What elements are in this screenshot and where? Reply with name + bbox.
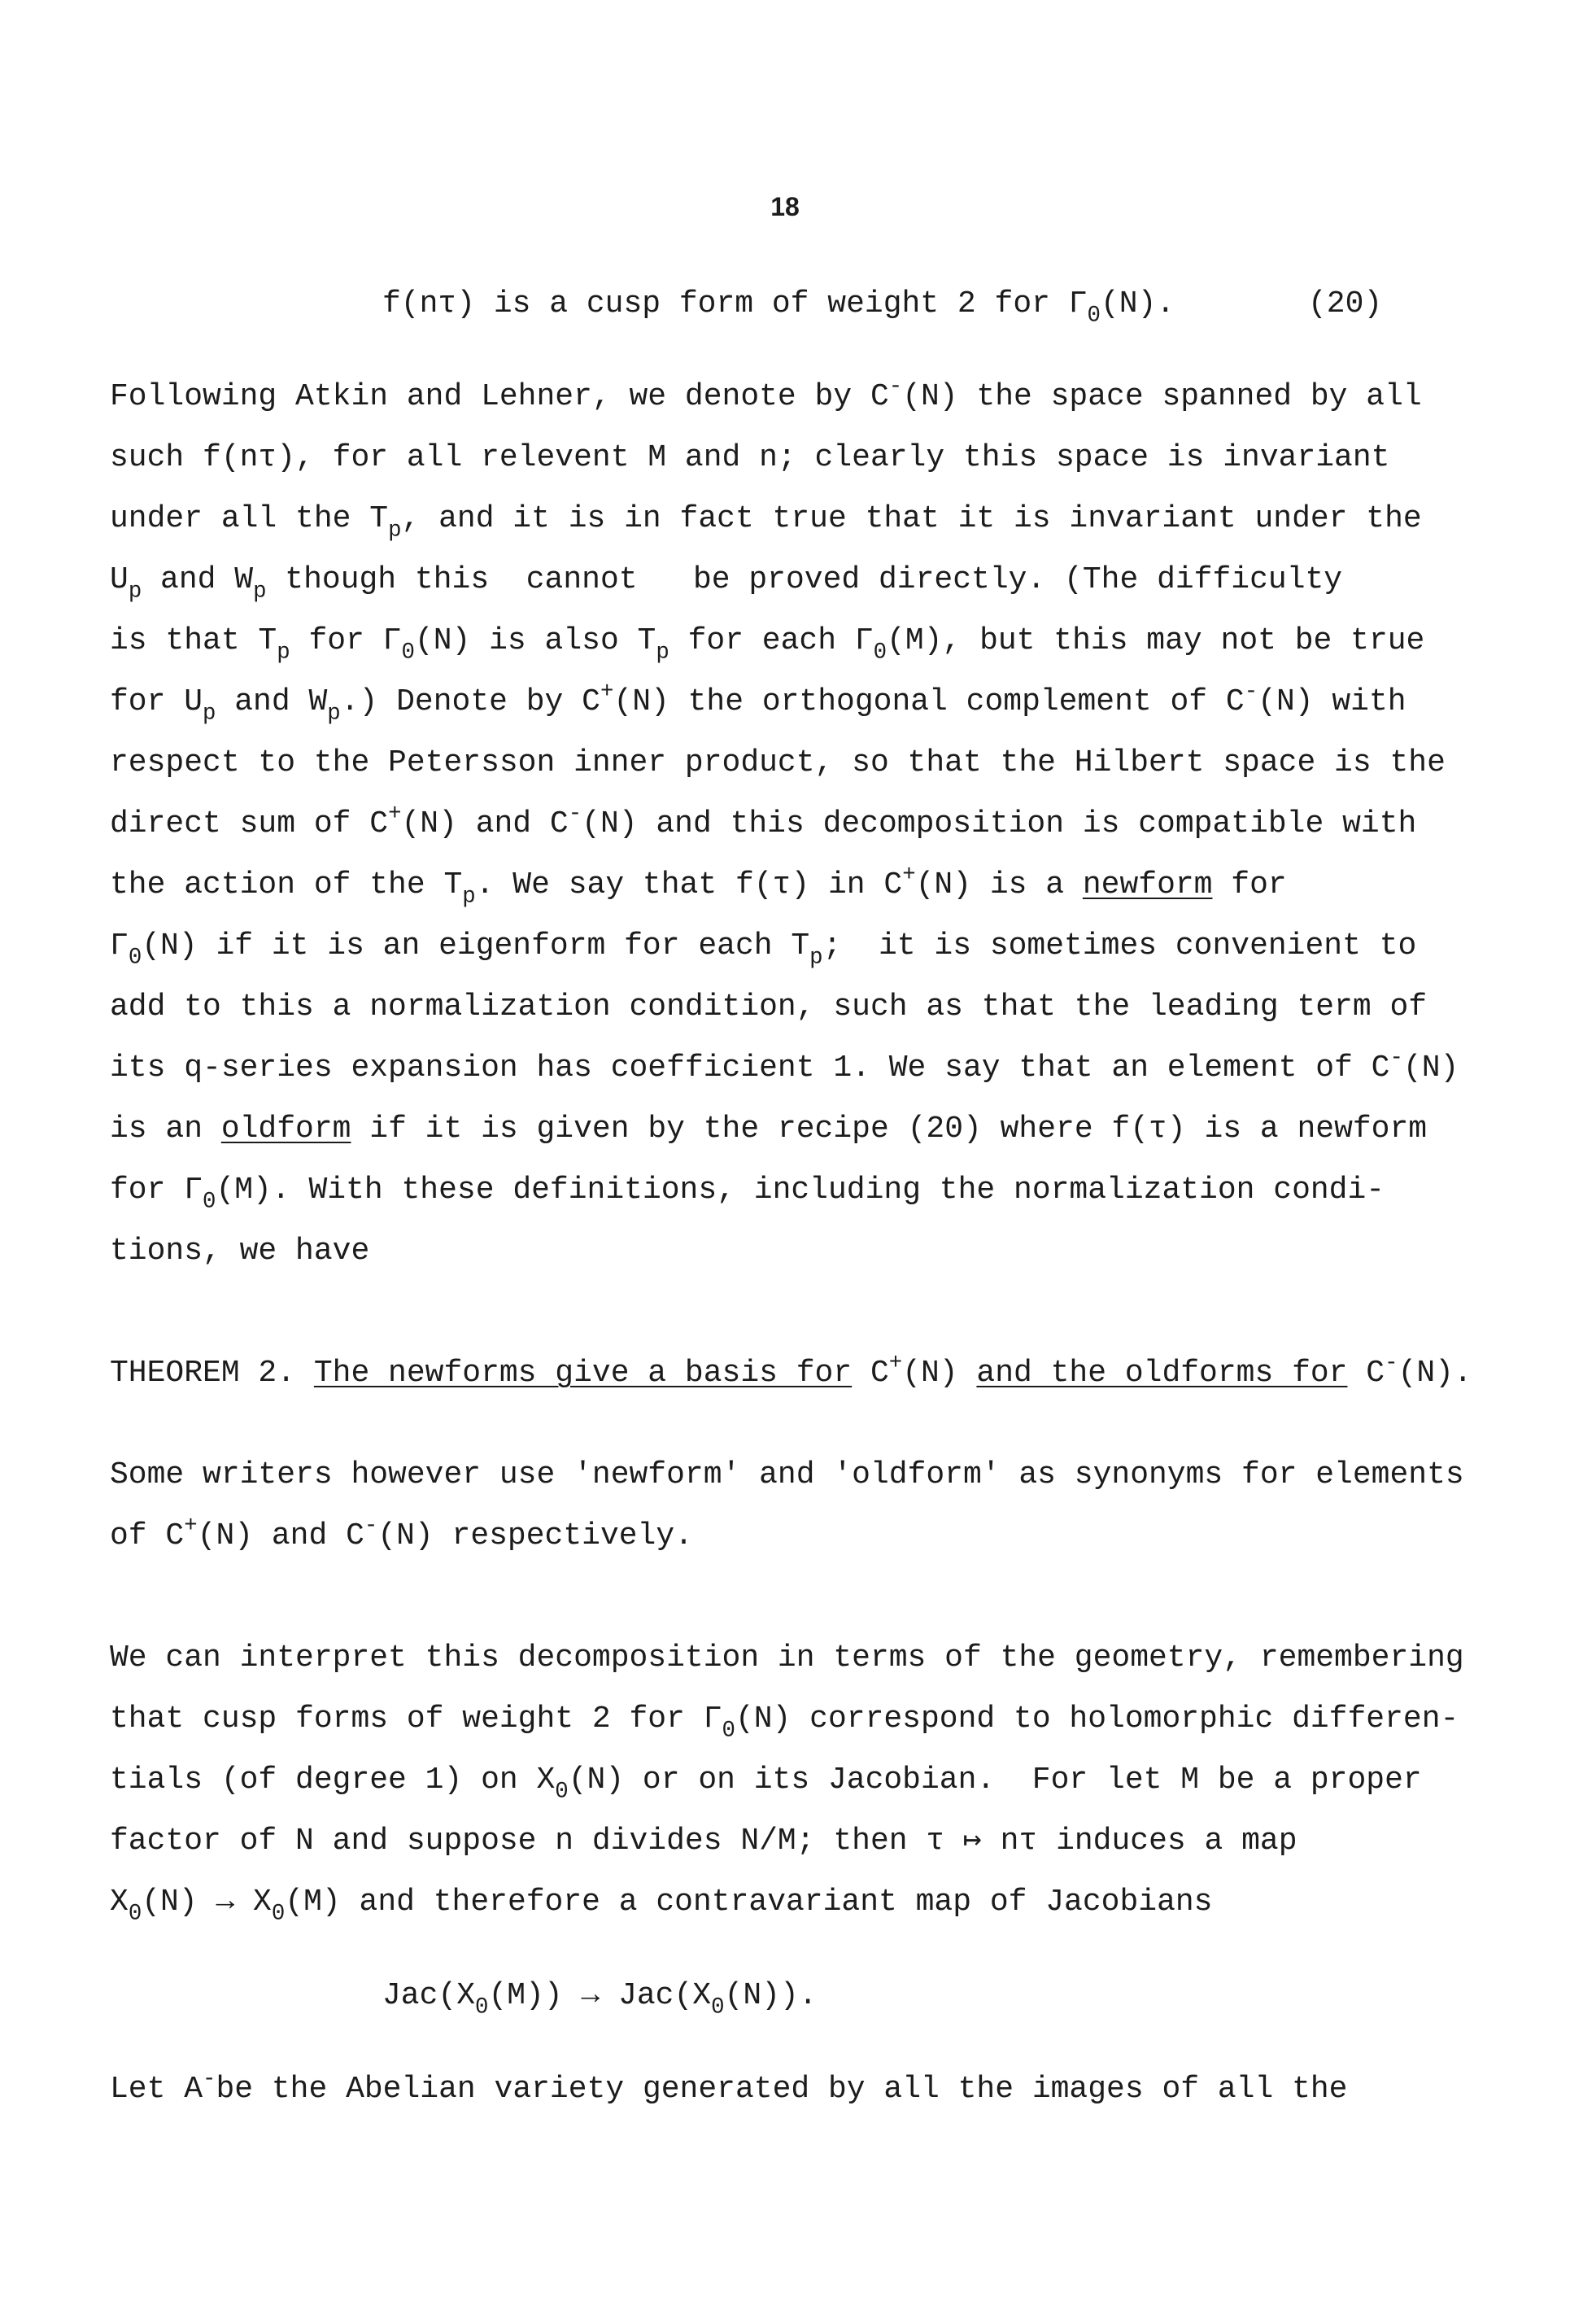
para1-line-12: its q-series expansion has coefficient 1. We say that an element of C-(N) <box>110 1045 1459 1086</box>
equation-number-20: (20) <box>1308 286 1383 321</box>
para2-line-2: of C+(N) and C-(N) respectively. <box>110 1513 693 1553</box>
para1-line-1: Following Atkin and Lehner, we denote by C-(N) the space spanned by all <box>110 374 1422 414</box>
page-number: 18 <box>770 192 800 221</box>
para1-line-5: is that $T_p$ for $\Gamma_0(N)$ is also $T_p$ for each $\Gamma_0(M)$, but this may not be true <box>110 623 1425 666</box>
para1-line-15: tions, we have <box>110 1234 370 1269</box>
para1-line-6: for $U_p$ and $W_p$.) Denote by C+(N) the orthogonal complement of C-(N) with <box>110 679 1406 727</box>
equation-20: f(nτ) is a cusp form of weight 2 for $\Gamma_0(N)$. <box>382 286 1175 329</box>
para1-line-7: respect to the Petersson inner product, so that the Hilbert space is the <box>110 745 1446 780</box>
para3-line-5: $X_0(N) \to X_0(M)$ and therefore a contravariant map of Jacobians <box>110 1885 1213 1927</box>
para2-line-1: Some writers however use 'newform' and 'oldform' as synonyms for elements <box>110 1457 1464 1492</box>
para1-line-11: add to this a normalization condition, such as that the leading term of <box>110 989 1428 1024</box>
para1-line-9: the action of the $T_p$. We say that f(τ) in C+(N) is a newform for <box>110 862 1287 910</box>
para3-line-1: We can interpret this decomposition in terms of the geometry, remembering <box>110 1640 1464 1675</box>
theorem-2: THEOREM 2. The newforms give a basis for C+(N) and the oldforms for C-(N). <box>110 1350 1472 1391</box>
para1-line-10: $\Gamma_0(N)$ if it is an eigenform for each $T_p$; it is sometimes convenient to <box>110 928 1417 971</box>
para1-line-14: for $\Gamma_0(M)$. With these definitions, including the normalization condi- <box>110 1173 1385 1215</box>
para4-line-1: Let A-be the Abelian variety generated by all the images of all the <box>110 2066 1348 2107</box>
para3-line-2: that cusp forms of weight 2 for $\Gamma_0(N)$ correspond to holomorphic differen- <box>110 1702 1459 1744</box>
term-oldform: oldform <box>220 1112 351 1147</box>
para3-line-3: tials (of degree 1) on $X_0(N)$ or on its Jacobian. For let M be a proper <box>110 1763 1422 1805</box>
para1-line-3: under all the $T_p$, and it is in fact true that it is invariant under the <box>110 501 1422 544</box>
term-newform: newform <box>1082 867 1213 902</box>
para1-line-13: is an oldform if it is given by the recipe (20) where f(τ) is a newform <box>110 1112 1428 1147</box>
para1-line-8: direct sum of C+(N) and C-(N) and this decomposition is compatible with <box>110 801 1417 841</box>
para3-line-4: factor of N and suppose n divides N/M; then τ ↦ nτ induces a map <box>110 1824 1297 1859</box>
para1-line-2: such f(nτ), for all relevent M and n; clearly this space is invariant <box>110 440 1390 475</box>
equation-jacobian-map: $Jac(X_0(M)) \to Jac(X_0(N))$. <box>382 1978 818 2020</box>
para1-line-4: $U_p$ and $W_p$ though this cannot be proved directly. (The difficulty <box>110 562 1343 605</box>
